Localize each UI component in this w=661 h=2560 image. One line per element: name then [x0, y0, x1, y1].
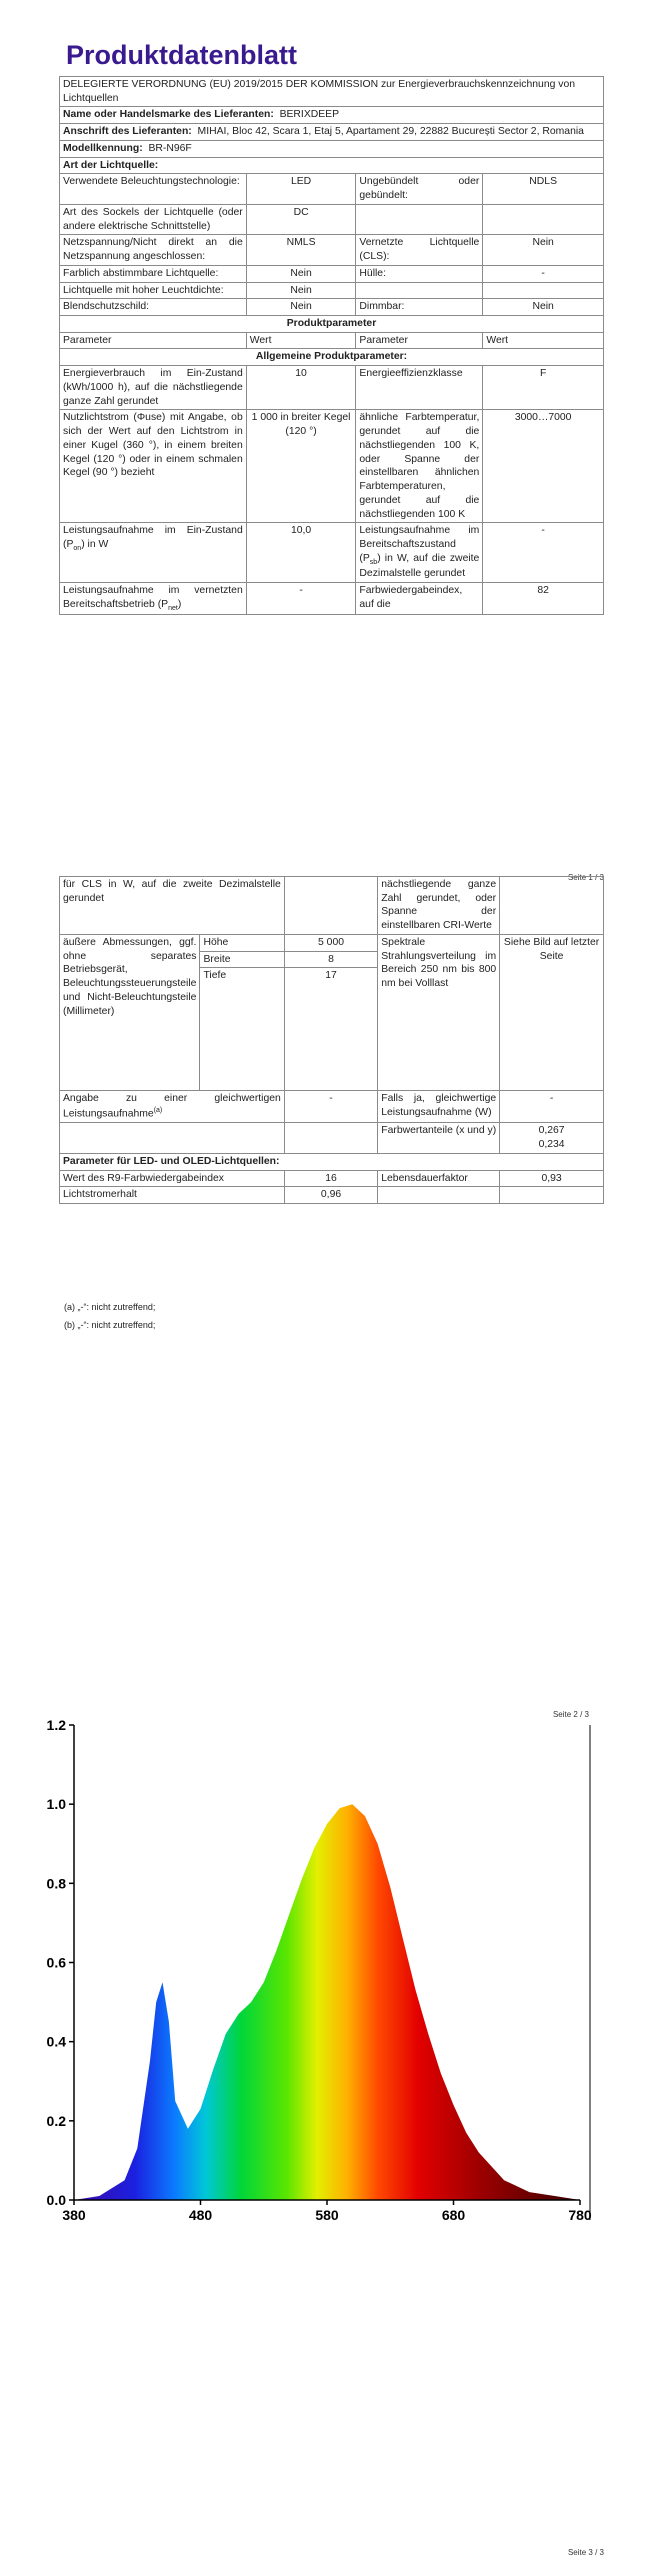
tech-label: Verwendete Beleuchtungstechnologie: — [60, 174, 247, 204]
x-tick-label: 780 — [568, 2207, 592, 2223]
depth-value: 17 — [284, 968, 377, 1091]
equivalent-label: Angabe zu einer gleichwertigen Leistungsaufnahme$^{(a)}$ — [60, 1091, 285, 1123]
tech-value: LED — [246, 174, 356, 204]
footnote-a: (a) „-“: nicht zutreffend; — [64, 1302, 156, 1312]
antiglare-value: Nein — [246, 299, 356, 316]
regulation-text: DELEGIERTE VERORDNUNG (EU) 2019/2015 DER KOMMISSION zur Energieverbrauchskennzeichnung von Lichtquellen — [60, 77, 604, 107]
antiglare-label: Blendschutzschild: — [60, 299, 247, 316]
pon-label: Leistungsaufnahme im Ein-Zustand $(P_{on})$ in W — [60, 523, 247, 583]
maintenance-value: 0,96 — [284, 1187, 377, 1204]
cct-label: ähnliche Farbtemperatur, gerundet auf die nächstliegenden 100 K, oder Spanne der einstellbaren ähnlichen Farbtemperaturen, gerundet auf die nächstliegenden 100 K — [356, 410, 483, 523]
led-params-heading: Parameter für LED- und OLED-Lichtquellen: — [60, 1153, 604, 1170]
page-2-footer: Seite 2 / 3 — [552, 1710, 589, 1719]
width-value: 8 — [284, 951, 377, 968]
datasheet-table-2 — [59, 876, 604, 1204]
y-tick-label: 1.2 — [46, 1717, 66, 1733]
survival-value: 0,93 — [500, 1170, 604, 1187]
tunable-label: Farblich abstimmbare Lichtquelle: — [60, 265, 247, 282]
psb-value: - — [483, 523, 604, 583]
mains-label: Netzspannung/Nicht direkt an die Netzspannung angeschlossen: — [60, 235, 247, 265]
energy-value: 10 — [246, 366, 356, 410]
product-params-heading: Produktparameter — [60, 316, 604, 333]
col-value-2: Wert — [483, 332, 604, 349]
width-label: Breite — [200, 951, 284, 968]
high-luminance-value: Nein — [246, 282, 356, 299]
supplier-name-row: Name oder Handelsmarke des Lieferanten: BERIXDEEP — [60, 107, 604, 124]
dimmable-value: Nein — [483, 299, 604, 316]
flux-label: Nutzlichtstrom (Φuse) mit Angabe, ob sich der Wert auf den Lichtstrom in einer Kugel (360 °), in einem breiten Kegel (120 °) oder in einem schmalen Kegel (90 °) bezieht — [60, 410, 247, 523]
col-param-2: Parameter — [356, 332, 483, 349]
energy-class-label: Energieeffizienzklasse — [356, 366, 483, 410]
page-2 — [0, 870, 661, 1750]
psb-label: Leistungsaufnahme im Bereitschaftszustand $(P_{sb})$ in W, auf die zweite Dezimalstelle gerundet — [356, 523, 483, 583]
cls-value: Nein — [483, 235, 604, 265]
x-tick-label: 580 — [315, 2207, 339, 2223]
cri-label: Farbwiedergabeindex, auf die — [356, 582, 483, 614]
cri-label-cont: nächstliegende ganze Zahl gerundet, oder Spanne der einstellbaren CRI-Werte — [378, 877, 500, 935]
chromaticity-label: Farbwertanteile (x und y) — [378, 1123, 500, 1153]
spectrum-area — [74, 1804, 580, 2200]
envelope-value: - — [483, 265, 604, 282]
x-tick-label: 480 — [188, 2207, 213, 2223]
pnet-label-cont: für CLS in W, auf die zweite Dezimalstelle gerundet — [60, 877, 285, 935]
pnet-label: Leistungsaufnahme im vernetzten Bereitschaftsbetrieb $(P_{net})$ — [60, 582, 247, 614]
y-tick-label: 0.4 — [46, 2033, 66, 2050]
cap-label: Art des Sockels der Lichtquelle (oder andere elektrische Schnittstelle) — [60, 204, 247, 234]
footnote-b: (b) „-“: nicht zutreffend; — [64, 1320, 156, 1330]
mains-value: NMLS — [246, 235, 356, 265]
chromaticity-value: 0,267 0,234 — [500, 1123, 604, 1153]
general-params-heading: Allgemeine Produktparameter: — [60, 349, 604, 366]
spd-label: Spektrale Strahlungsverteilung im Bereich 250 nm bis 800 nm bei Volllast — [378, 934, 500, 1090]
cap-value: DC — [246, 204, 356, 234]
spectrum-svg — [40, 1705, 610, 2265]
equivalent-value: - — [284, 1091, 377, 1123]
cct-value: 3000…7000 — [483, 410, 604, 523]
cri-value: 82 — [483, 582, 604, 614]
depth-label: Tiefe — [200, 968, 284, 1091]
page-1 — [0, 0, 661, 882]
pnet-value: - — [246, 582, 356, 614]
energy-class-value: F — [483, 366, 604, 410]
x-tick-label: 680 — [441, 2207, 466, 2223]
directional-value: NDLS — [483, 174, 604, 204]
directional-label: Ungebündelt oder gebündelt: — [356, 174, 483, 204]
energy-label: Energieverbrauch im Ein-Zustand (kWh/1000 h), auf die nächstliegende ganze Zahl gerundet — [60, 366, 247, 410]
model-row: Modellkennung: BR-N96F — [60, 140, 604, 157]
equivalent-watt-value: - — [500, 1091, 604, 1123]
col-param-1: Parameter — [60, 332, 247, 349]
equivalent-watt-label: Falls ja, gleichwertige Leistungsaufnahme (W) — [378, 1091, 500, 1123]
col-value-1: Wert — [246, 332, 356, 349]
height-label: Höhe — [200, 934, 284, 951]
y-tick-label: 0.6 — [46, 1954, 66, 1971]
y-tick-label: 1.0 — [46, 1796, 66, 1813]
y-tick-label: 0.2 — [46, 2112, 66, 2129]
flux-value: 1 000 in breiter Kegel (120 °) — [246, 410, 356, 523]
page-1-footer: Seite 1 / 3 — [567, 873, 604, 882]
x-tick-label: 380 — [62, 2207, 86, 2223]
r9-label: Wert des R9-Farbwiedergabeindex — [60, 1170, 285, 1187]
spd-value: Siehe Bild auf letzter Seite — [500, 934, 604, 1090]
cls-label: Vernetzte Lichtquelle (CLS): — [356, 235, 483, 265]
spectrum-chart — [40, 1705, 610, 2265]
y-tick-label: 0.8 — [46, 1875, 66, 1892]
envelope-label: Hülle: — [356, 265, 483, 282]
r9-value: 16 — [284, 1170, 377, 1187]
supplier-address-row: Anschrift des Lieferanten: MIHAI, Bloc 42, Scara 1, Etaj 5, Apartament 29, 22882 București Sector 2, Romania — [60, 124, 604, 141]
y-tick-label: 0.0 — [46, 2192, 66, 2208]
high-luminance-label: Lichtquelle mit hoher Leuchtdichte: — [60, 282, 247, 299]
dimmable-label: Dimmbar: — [356, 299, 483, 316]
datasheet-table-1 — [59, 76, 604, 615]
height-value: 5 000 — [284, 934, 377, 951]
maintenance-label: Lichtstromerhalt — [60, 1187, 285, 1204]
dimensions-label: äußere Abmessungen, ggf. ohne separates Betriebsgerät, Beleuchtungssteuerungsteile und Nicht-Beleuchtungsteile (Millimeter) — [60, 934, 200, 1090]
pon-value: 10,0 — [246, 523, 356, 583]
tunable-value: Nein — [246, 265, 356, 282]
light-source-heading: Art der Lichtquelle: — [60, 157, 604, 174]
document-title: Produktdatenblatt — [66, 40, 298, 70]
survival-label: Lebensdauerfaktor — [378, 1170, 500, 1187]
page-3-footer: Seite 3 / 3 — [567, 2548, 604, 2557]
